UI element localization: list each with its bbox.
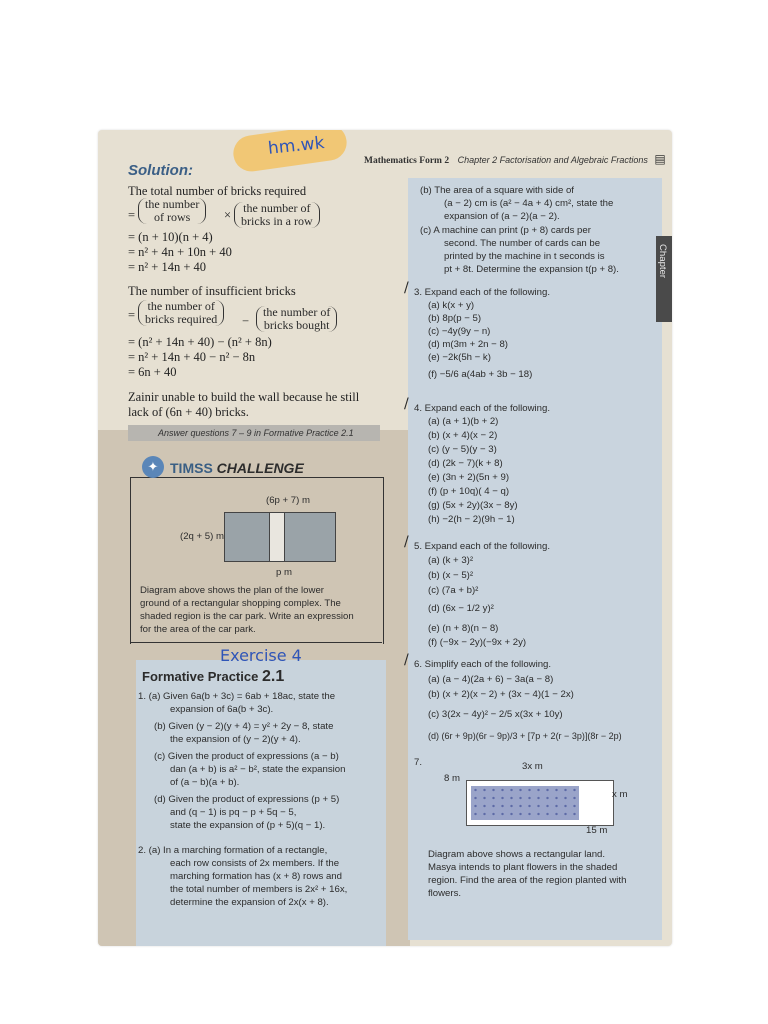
q4-line: (d) (2k − 7)(k + 8) (428, 458, 503, 469)
q2-line: determine the expansion of 2x(x + 8). (170, 897, 329, 908)
q6-line: (a) (a − 4)(2a + 6) − 3a(a − 8) (428, 674, 554, 685)
q1-line: the expansion of (y − 2)(y + 4). (170, 734, 301, 745)
check-mark: / (404, 652, 409, 668)
chapter-tab-label: Chapter (657, 244, 668, 279)
dim-left: (2q + 5) m (180, 531, 224, 542)
times-sign: × (224, 208, 232, 222)
dim-top: (6p + 7) m (266, 495, 310, 506)
dim-bottom: p m (276, 567, 292, 578)
q5-line: (b) (x − 5)² (428, 570, 474, 581)
q-c-line: printed by the machine in t seconds is (444, 251, 605, 262)
q5-line: (f) (−9x − 2y)(−9x + 2y) (428, 637, 527, 648)
q7-right-label: x m (612, 789, 628, 800)
paren-text: bricks in a row (241, 214, 313, 228)
q4-line: (a) (a + 1)(b + 2) (428, 416, 499, 427)
paren-text: bricks required (145, 312, 218, 326)
check-mark: / (404, 280, 409, 296)
q5-line: 5. Expand each of the following. (414, 541, 551, 552)
flower-region (471, 786, 579, 820)
paren-text: of rows (154, 210, 191, 224)
challenge-word: CHALLENGE (216, 460, 304, 476)
chapter-tab (656, 236, 672, 322)
paren-text: the number (145, 197, 200, 211)
check-mark: / (404, 396, 409, 412)
q3-line: (c) −4y(9y − n) (428, 326, 491, 337)
handwritten-exercise: Exercise 4 (220, 646, 302, 665)
eq-sign: = (128, 208, 136, 222)
insufficient-intro: The number of insufficient bricks (128, 284, 296, 298)
q7-desc: Masya intends to plant flowers in the shaded (428, 862, 618, 873)
q7-number: 7. (414, 757, 423, 768)
q2-line: 2. (a) In a marching formation of a rectangle, (138, 845, 328, 856)
solution-line: = n² + 4n + 10n + 40 (128, 245, 232, 259)
header-form: Form 2 (419, 156, 450, 166)
q1-line: dan (a + b) is a² − b², state the expansion (170, 764, 346, 775)
timss-word: TIMSS (170, 460, 213, 476)
q2-line: the total number of members is 2x² + 16x, (170, 884, 348, 895)
q3-line: (a) k(x + y) (428, 300, 475, 311)
q6-line: 6. Simplify each of the following. (414, 659, 552, 670)
answer-bar: Answer questions 7 – 9 in Formative Practice 2.1 (128, 425, 380, 441)
paren-rows (138, 198, 206, 224)
q6-line: (c) 3(2x − 4y)² − 2/5 x(3x + 10y) (428, 709, 563, 720)
paren-text: bricks bought (263, 318, 330, 332)
minus-sign: − (242, 314, 250, 328)
q4-line: (g) (5x + 2y)(3x − 8y) (428, 500, 518, 511)
q3-line: (d) m(3m + 2n − 8) (428, 339, 508, 350)
handwritten-note: hm.wk (267, 133, 326, 159)
solution-title: Solution: (128, 162, 193, 179)
q-b-line: (b) The area of a square with side of (420, 185, 574, 196)
q-c-line: (c) A machine can print (p + 8) cards per (420, 225, 591, 236)
solution-line: = 6n + 40 (128, 365, 177, 379)
q-c-line: pt + 8t. Determine the expansion t(p + 8). (444, 264, 619, 275)
q1-line: 1. (a) Given 6a(b + 3c) = 6ab + 18ac, state the (138, 691, 336, 702)
q1-line: (d) Given the product of expressions (p + 5) (154, 794, 340, 805)
header-chapter: Chapter 2 Factorisation and Algebraic Fractions (457, 155, 648, 165)
page-header (364, 152, 666, 166)
conclusion: lack of (6n + 40) bricks. (128, 405, 249, 419)
q6-line: (d) (6r + 9p)(6r − 9p)/3 + [7p + 2(r − 3p)](8r − 2p) (428, 731, 622, 741)
q4-line: (b) (x + 4)(x − 2) (428, 430, 498, 441)
q1-line: and (q − 1) is pq − p + 5q − 5, (170, 807, 297, 818)
solution-line: = (n + 10)(n + 4) (128, 230, 213, 244)
q2-line: marching formation has (x + 8) rows and (170, 871, 342, 882)
solution-intro: The total number of bricks required (128, 184, 307, 198)
divider (130, 642, 382, 643)
q7-desc: flowers. (428, 888, 462, 899)
q4-line: (c) (y − 5)(y − 3) (428, 444, 497, 455)
q7-top-label: 3x m (522, 761, 543, 772)
formative-label: Formative Practice (142, 669, 259, 684)
formative-title (142, 668, 284, 686)
solution-line: = (n² + 14n + 40) − (n² + 8n) (128, 335, 272, 349)
q4-line: (e) (3n + 2)(5n + 9) (428, 472, 510, 483)
globe-icon: ✦ (142, 456, 164, 478)
q-c-line: second. The number of cards can be (444, 238, 601, 249)
eq-sign: = (128, 308, 136, 322)
q2-line: each row consists of 2x members. If the (170, 858, 340, 869)
conclusion: Zainir unable to build the wall because he still (128, 390, 360, 404)
timss-title (170, 460, 304, 476)
q7-left-label: 8 m (444, 773, 460, 784)
q7-desc: region. Find the area of the region planted with (428, 875, 627, 886)
q5-line: (c) (7a + b)² (428, 585, 479, 596)
q5-line: (d) (6x − 1/2 y)² (428, 603, 494, 614)
q5-line: (a) (k + 3)² (428, 555, 474, 566)
timss-desc: for the area of the car park. (140, 624, 256, 635)
q5-line: (e) (n + 8)(n − 8) (428, 623, 499, 634)
paren-text: the number of (147, 299, 215, 313)
q-b-line: expansion of (a − 2)(a − 2). (444, 211, 560, 222)
q1-line: (c) Given the product of expressions (a − b) (154, 751, 339, 762)
q7-desc: Diagram above shows a rectangular land. (428, 849, 606, 860)
q4-line: (h) −2(h − 2)(9h − 1) (428, 514, 515, 525)
solution-line: = n² + 14n + 40 − n² − 8n (128, 350, 256, 364)
paren-bought (256, 306, 337, 332)
check-mark: / (404, 534, 409, 550)
q4-line: (f) (p + 10q)( 4 − q) (428, 486, 510, 497)
paren-text: the number of (263, 305, 331, 319)
q3-line: (b) 8p(p − 5) (428, 313, 482, 324)
timss-desc: Diagram above shows the plan of the lower (140, 585, 324, 596)
q3-line: (f) −5/6 a(4ab + 3b − 18) (428, 369, 533, 380)
q1-line: expansion of 6a(b + 3c). (170, 704, 274, 715)
gap-strip (269, 513, 285, 561)
textbook-page (98, 130, 672, 946)
q7-bottom-label: 15 m (586, 825, 608, 836)
timss-desc: ground of a rectangular shopping complex. The (140, 598, 341, 609)
q6-line: (b) (x + 2)(x − 2) + (3x − 4)(1 − 2x) (428, 689, 574, 700)
q1-line: of (a − b)(a + b). (170, 777, 240, 788)
timss-desc: shaded region is the car park. Write an expression (140, 611, 354, 622)
paren-required (138, 300, 224, 326)
paren-text: the number of (243, 201, 311, 215)
q1-line: (b) Given (y − 2)(y + 4) = y² + 2y − 8, state (154, 721, 334, 732)
q3-line: (e) −2k(5h − k) (428, 352, 491, 363)
car-park-diagram (224, 512, 336, 562)
q1-line: state the expansion of (p + 5)(q − 1). (170, 820, 326, 831)
q3-line: 3. Expand each of the following. (414, 287, 551, 298)
formative-number: 2.1 (261, 668, 285, 685)
paren-bricks-row (234, 202, 320, 228)
q4-line: 4. Expand each of the following. (414, 403, 551, 414)
q-b-line: (a − 2) cm is (a² − 4a + 4) cm², state the (444, 198, 614, 209)
book-icon: ▤ (654, 152, 666, 166)
land-diagram (466, 780, 614, 826)
solution-line: = n² + 14n + 40 (128, 260, 207, 274)
header-book: Mathematics (364, 156, 417, 166)
